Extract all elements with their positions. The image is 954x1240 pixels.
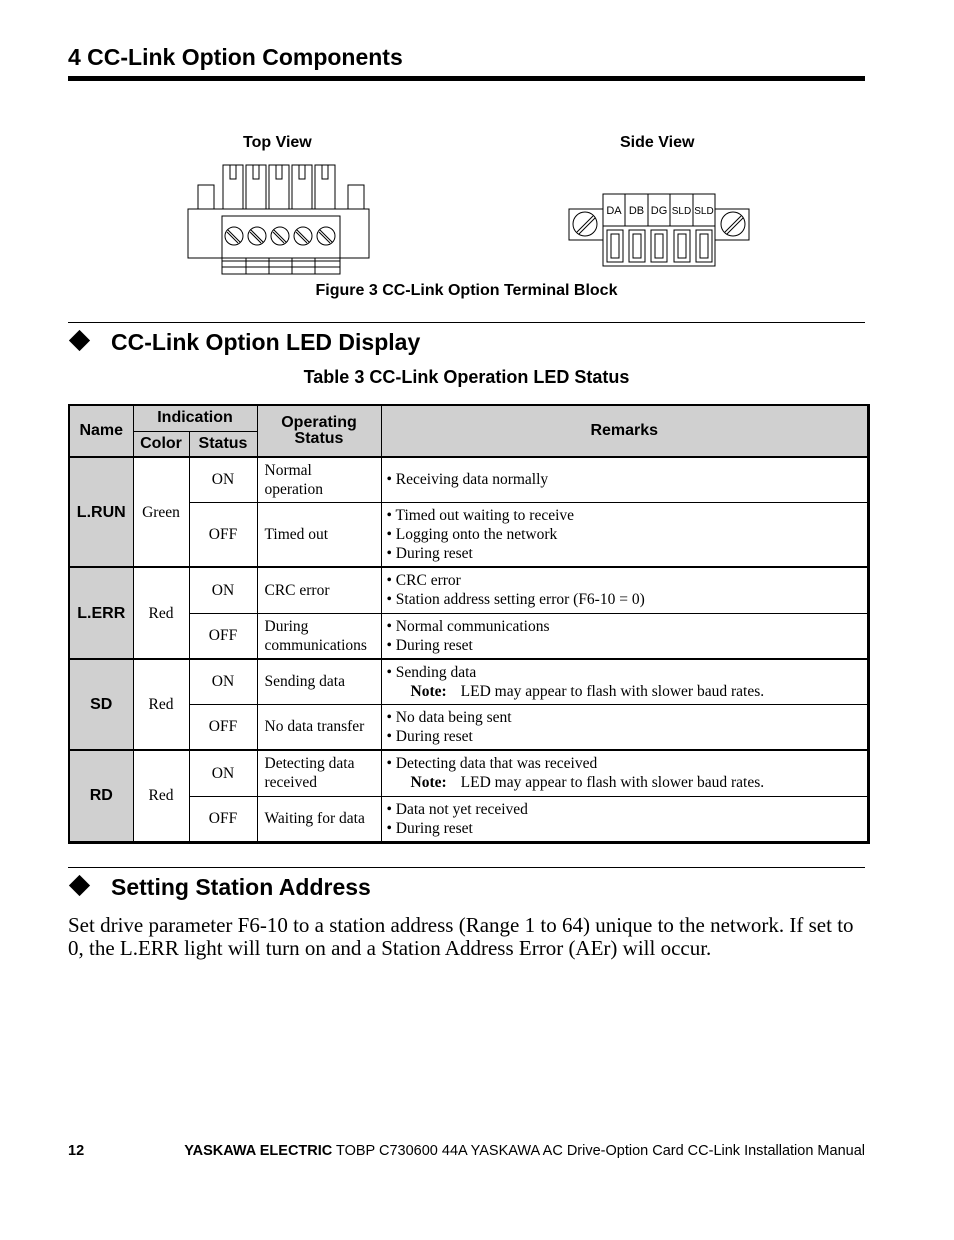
table-row-rd-on xyxy=(69,750,869,796)
header-operating-status xyxy=(257,405,381,457)
operating-status-line: During xyxy=(264,617,309,635)
note-text: LED may appear to flash with slower baud rates. xyxy=(460,774,765,792)
operating-status-line: Detecting data xyxy=(264,755,355,773)
operating-status-line: operation xyxy=(264,480,324,498)
off-status-cell: OFF xyxy=(189,796,257,842)
station-address-heading: Setting Station Address xyxy=(111,874,371,900)
remark-line: • Logging onto the network xyxy=(386,525,558,543)
footer-doc-title: TOBP C730600 44A YASKAWA AC Drive-Option Card CC-Link Installation Manual xyxy=(332,1143,865,1159)
off-status-cell: OFF xyxy=(189,613,257,659)
on-remarks-cell xyxy=(381,457,869,502)
led-name-cell: L.RUN xyxy=(69,457,133,567)
operating-status-line: Waiting for data xyxy=(264,810,365,827)
operating-status-line: CRC error xyxy=(264,581,330,599)
off-remarks-cell xyxy=(381,796,869,842)
table-row-rd-off xyxy=(69,796,869,842)
table-row-l-run-on xyxy=(69,457,869,502)
section-divider-led xyxy=(68,322,865,323)
note-label: Note: xyxy=(410,682,447,700)
note-text: LED may appear to flash with slower baud rates. xyxy=(460,682,765,700)
table-row-sd-off xyxy=(69,704,869,750)
page-number: 12 xyxy=(68,1143,85,1159)
remark-line: • Normal communications xyxy=(386,617,550,635)
remark-line: • No data being sent xyxy=(386,708,512,726)
figure-caption: Figure 3 CC-Link Option Terminal Block xyxy=(315,282,618,299)
terminal-label-sld-2: SLD xyxy=(694,206,714,217)
on-status-cell: ON xyxy=(189,457,257,502)
header-remarks: Remarks xyxy=(381,405,869,457)
led-name-cell: SD xyxy=(69,659,133,750)
terminal-label-db: DB xyxy=(628,205,645,217)
side-view-label: Side View xyxy=(620,134,695,151)
remark-line: • During reset xyxy=(386,636,473,654)
operating-status-line: Timed out xyxy=(264,525,329,543)
remark-line: • Timed out waiting to receive xyxy=(386,506,575,524)
table-caption: Table 3 CC-Link Operation LED Status xyxy=(303,367,630,387)
terminal-block-side-view xyxy=(565,190,755,270)
on-operating-status-cell xyxy=(257,750,381,796)
remark-line: • Data not yet received xyxy=(386,800,528,818)
off-remarks-cell xyxy=(381,502,869,567)
table-row-l-err-off xyxy=(69,613,869,659)
note-line xyxy=(387,682,868,701)
header-status: Status xyxy=(189,431,257,457)
remark-line: • During reset xyxy=(386,819,473,837)
led-color-cell: Red xyxy=(133,750,189,842)
off-operating-status-cell xyxy=(257,613,381,659)
on-remarks-cell xyxy=(381,567,869,613)
on-status-cell: ON xyxy=(189,659,257,704)
section-rule xyxy=(68,76,865,81)
remark-line: • CRC error xyxy=(386,572,461,590)
operating-status-line: received xyxy=(264,774,317,792)
terminal-label-da: DA xyxy=(606,205,622,217)
diamond-bullet-icon xyxy=(69,330,90,351)
remark-line: • Station address setting error (F6-10 = 0) xyxy=(386,591,645,609)
header-name: Name xyxy=(69,405,133,457)
top-view-label: Top View xyxy=(243,134,312,151)
operating-status-line: No data transfer xyxy=(264,718,365,736)
off-operating-status-cell xyxy=(257,796,381,842)
off-remarks-cell xyxy=(381,704,869,750)
header-indication: Indication xyxy=(133,405,257,431)
footer-doc-info xyxy=(184,1143,865,1159)
remark-line: • Sending data xyxy=(386,663,477,681)
on-operating-status-cell xyxy=(257,659,381,704)
led-name-cell: RD xyxy=(69,750,133,842)
led-status-table xyxy=(68,404,870,844)
remark-line: • During reset xyxy=(386,544,473,562)
off-remarks-cell xyxy=(381,613,869,659)
section-heading: 4 CC-Link Option Components xyxy=(68,44,403,70)
off-status-cell: OFF xyxy=(189,704,257,750)
diamond-bullet-icon xyxy=(69,875,90,896)
note-line xyxy=(387,773,868,792)
terminal-label-sld-1: SLD xyxy=(671,206,692,217)
header-color: Color xyxy=(133,431,189,457)
table-row-l-err-on xyxy=(69,567,869,613)
on-operating-status-cell xyxy=(257,457,381,502)
on-remarks-cell xyxy=(381,750,869,796)
remark-line: • Detecting data that was received xyxy=(386,755,598,773)
operating-status-line: communications xyxy=(264,636,367,654)
led-name-cell: L.ERR xyxy=(69,567,133,659)
note-label: Note: xyxy=(410,774,447,792)
off-status-cell: OFF xyxy=(189,502,257,567)
off-operating-status-cell xyxy=(257,502,381,567)
terminal-block-top-view xyxy=(180,160,380,280)
remark-line: • During reset xyxy=(386,727,473,745)
led-color-cell: Red xyxy=(133,567,189,659)
header-operating-status-line2: Status xyxy=(294,430,344,447)
led-table-body xyxy=(69,457,869,842)
table-row-l-run-off xyxy=(69,502,869,567)
on-remarks-cell xyxy=(381,659,869,704)
table-row-sd-on xyxy=(69,659,869,704)
on-status-cell: ON xyxy=(189,567,257,613)
header-operating-status-line1: Operating xyxy=(281,414,357,431)
on-status-cell: ON xyxy=(189,750,257,796)
station-address-paragraph: Set drive parameter F6-10 to a station address (Range 1 to 64) unique to the network. If set to 0, the L.ERR light will turn on and a Station Address Error (AEr) will occur. xyxy=(68,913,854,960)
operating-status-line: Sending data xyxy=(264,673,345,691)
terminal-label-dg: DG xyxy=(650,205,668,217)
led-display-heading: CC-Link Option LED Display xyxy=(111,329,421,355)
section-divider-station xyxy=(68,867,865,868)
led-color-cell: Green xyxy=(133,457,189,567)
remark-line: • Receiving data normally xyxy=(386,471,549,489)
footer-brand: YASKAWA ELECTRIC xyxy=(184,1143,333,1159)
led-color-cell: Red xyxy=(133,659,189,750)
off-operating-status-cell xyxy=(257,704,381,750)
operating-status-line: Normal xyxy=(264,461,312,479)
on-operating-status-cell xyxy=(257,567,381,613)
